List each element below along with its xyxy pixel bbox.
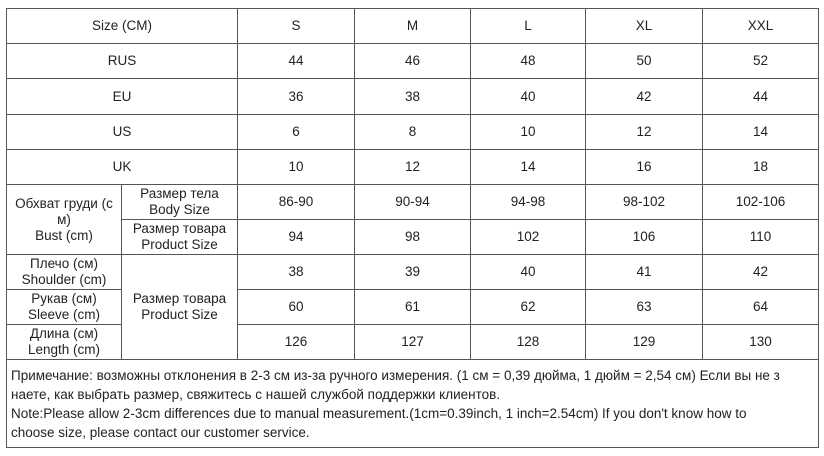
cell: 12 bbox=[586, 115, 703, 150]
cell: 42 bbox=[586, 79, 703, 115]
cell: 12 bbox=[355, 150, 471, 185]
cell: 64 bbox=[703, 290, 819, 325]
cell: 94-98 bbox=[471, 185, 586, 220]
body-size-label bbox=[122, 185, 238, 220]
note-line-en-1: Note:Please allow 2-3cm differences due to manual measurement.(1cm=0.39inch, 1 inch=2.54cm) If you don't know how to bbox=[11, 406, 747, 421]
size-header-label: Size (CM) bbox=[7, 9, 238, 44]
note-line-ru-1: Примечание: возможны отклонения в 2-3 см из-за ручного измерения. (1 см = 0,39 дюйма, 1 дюйм = 2,54 см) Если вы не з bbox=[11, 368, 780, 383]
header-row bbox=[7, 9, 819, 44]
shoulder-label-ru: Плечо (см) bbox=[30, 256, 98, 271]
size-header-xl: XL bbox=[586, 9, 703, 44]
cell: 16 bbox=[586, 150, 703, 185]
table-row bbox=[7, 255, 819, 290]
note-cell bbox=[7, 360, 819, 448]
cell: 60 bbox=[238, 290, 355, 325]
table-row bbox=[7, 150, 819, 185]
row-label-rus: RUS bbox=[7, 44, 238, 79]
cell: 129 bbox=[586, 325, 703, 360]
product-size-label bbox=[122, 220, 238, 255]
cell: 62 bbox=[471, 290, 586, 325]
cell: 110 bbox=[703, 220, 819, 255]
sleeve-label-en: Sleeve (cm) bbox=[27, 307, 100, 322]
size-header-s: S bbox=[238, 9, 355, 44]
cell: 39 bbox=[355, 255, 471, 290]
table-row bbox=[7, 185, 819, 220]
cell: 94 bbox=[238, 220, 355, 255]
cell: 40 bbox=[471, 255, 586, 290]
row-label-eu: EU bbox=[7, 79, 238, 115]
row-label-us: US bbox=[7, 115, 238, 150]
cell: 102 bbox=[471, 220, 586, 255]
cell: 106 bbox=[586, 220, 703, 255]
shoulder-label-en: Shoulder (cm) bbox=[21, 272, 107, 287]
garment-product-size-ru: Размер товара bbox=[132, 291, 227, 306]
cell: 10 bbox=[238, 150, 355, 185]
cell: 127 bbox=[355, 325, 471, 360]
length-label-ru: Длина (см) bbox=[29, 326, 99, 341]
sleeve-label-ru: Рукав (см) bbox=[31, 291, 97, 306]
note-line-en-2: choose size, please contact our customer service. bbox=[11, 425, 310, 440]
bust-label-en: Bust (cm) bbox=[35, 227, 93, 243]
cell: 14 bbox=[471, 150, 586, 185]
cell: 41 bbox=[586, 255, 703, 290]
shoulder-label bbox=[7, 255, 122, 290]
cell: 86-90 bbox=[238, 185, 355, 220]
product-size-en: Product Size bbox=[141, 237, 218, 252]
size-header-m: M bbox=[355, 9, 471, 44]
cell: 128 bbox=[471, 325, 586, 360]
cell: 42 bbox=[703, 255, 819, 290]
cell: 44 bbox=[703, 79, 819, 115]
cell: 38 bbox=[238, 255, 355, 290]
note-line-ru-2: наете, как выбрать размер, свяжитесь с нашей службой поддержки клиентов. bbox=[11, 387, 501, 402]
cell: 90-94 bbox=[355, 185, 471, 220]
size-header-xxl: XXL bbox=[703, 9, 819, 44]
size-header-l: L bbox=[471, 9, 586, 44]
cell: 36 bbox=[238, 79, 355, 115]
note-row bbox=[7, 360, 819, 448]
cell: 44 bbox=[238, 44, 355, 79]
table-row bbox=[7, 220, 819, 255]
bust-label-ru-2: м) bbox=[57, 211, 71, 227]
cell: 98-102 bbox=[586, 185, 703, 220]
table-row bbox=[7, 115, 819, 150]
bust-label bbox=[7, 185, 122, 255]
row-label-uk: UK bbox=[7, 150, 238, 185]
sleeve-label bbox=[7, 290, 122, 325]
cell: 48 bbox=[471, 44, 586, 79]
cell: 63 bbox=[586, 290, 703, 325]
body-size-en: Body Size bbox=[149, 202, 210, 217]
cell: 102-106 bbox=[703, 185, 819, 220]
table-row bbox=[7, 79, 819, 115]
product-size-ru: Размер товара bbox=[132, 221, 227, 236]
length-label bbox=[7, 325, 122, 360]
cell: 8 bbox=[355, 115, 471, 150]
cell: 52 bbox=[703, 44, 819, 79]
cell: 14 bbox=[703, 115, 819, 150]
length-label-en: Length (cm) bbox=[27, 342, 101, 357]
table-row bbox=[7, 44, 819, 79]
bust-label-ru-1: Обхват груди (с bbox=[15, 195, 113, 211]
cell: 10 bbox=[471, 115, 586, 150]
cell: 126 bbox=[238, 325, 355, 360]
garment-product-size-label bbox=[122, 255, 238, 360]
cell: 18 bbox=[703, 150, 819, 185]
cell: 40 bbox=[471, 79, 586, 115]
cell: 50 bbox=[586, 44, 703, 79]
garment-product-size-en: Product Size bbox=[141, 307, 218, 322]
size-chart-table bbox=[6, 8, 819, 448]
cell: 61 bbox=[355, 290, 471, 325]
cell: 6 bbox=[238, 115, 355, 150]
cell: 46 bbox=[355, 44, 471, 79]
body-size-ru: Размер тела bbox=[140, 186, 219, 201]
cell: 130 bbox=[703, 325, 819, 360]
cell: 38 bbox=[355, 79, 471, 115]
cell: 98 bbox=[355, 220, 471, 255]
